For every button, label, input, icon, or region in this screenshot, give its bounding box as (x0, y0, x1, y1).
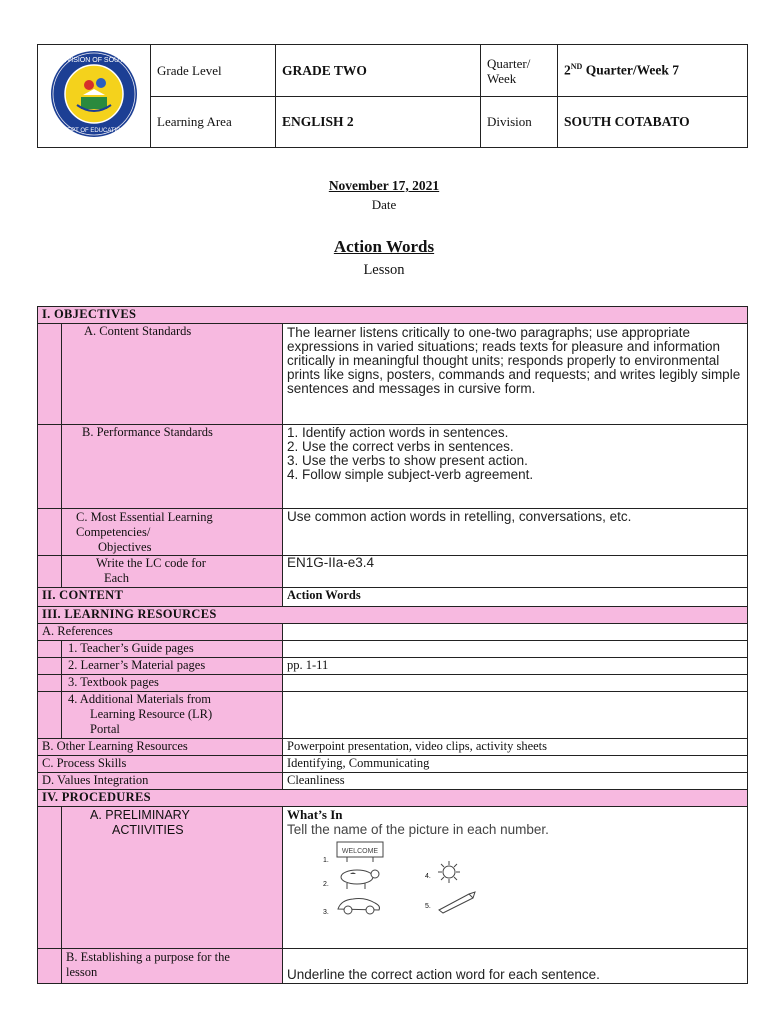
other-resources-value: Powerpoint presentation, video clips, activity sheets (283, 739, 748, 756)
textbook-label: 3. Textbook pages (62, 675, 283, 692)
list-item: 3. Use the verbs to show present action. (287, 453, 528, 468)
lc-code-value: EN1G-IIa-e3.4 (283, 556, 748, 588)
additional-materials-label (62, 692, 283, 739)
picture-number: 2. (323, 880, 329, 888)
svg-text:DEPT OF EDUCATION: DEPT OF EDUCATION (62, 128, 126, 134)
whats-in-cell (283, 807, 748, 949)
learners-material-value: pp. 1-11 (283, 658, 748, 675)
quarter-value (558, 45, 748, 97)
lesson-title: Action Words (333, 237, 435, 256)
performance-standards-label: B. Performance Standards (62, 425, 283, 509)
lc-code-label-line2: Each (104, 571, 129, 585)
content-standards-text: The learner listens critically to one-two paragraphs; use appropriate expressions in varied situations; reads texts for pleasure and information critically in meaningful thought units; responds properly to environmental prints like signs, posters, commands and requests; and writes legibly simple sentences and messages in cursive form. (283, 324, 748, 425)
car-icon (335, 894, 383, 916)
pen-icon (435, 888, 479, 914)
picture-grid (287, 838, 743, 948)
learning-area-label: Learning Area (151, 97, 276, 148)
teachers-guide-label: 1. Teacher’s Guide pages (62, 641, 283, 658)
quarter-label-line2: Week (487, 70, 517, 86)
indent-cell (38, 509, 62, 556)
list-item: 1. Identify action words in sentences. (287, 425, 509, 440)
lc-code-label-line1: Write the LC code for (96, 556, 206, 570)
textbook-value (283, 675, 748, 692)
learning-area-value: ENGLISH 2 (276, 97, 481, 148)
additional-materials-value (283, 692, 748, 739)
melc-label (62, 509, 283, 556)
indent-cell (38, 658, 62, 675)
references-label: A. References (38, 624, 283, 641)
indent-cell (38, 675, 62, 692)
preliminary-label-line1: A. PRELIMINARY (90, 808, 190, 822)
logo-cell (38, 45, 151, 148)
values-integration-label: D. Values Integration (38, 773, 283, 790)
list-item: 2. Use the correct verbs in sentences. (287, 439, 514, 454)
preliminary-label-line2: ACTIIVITIES (112, 823, 184, 837)
date-label: Date (371, 197, 397, 212)
grade-level-label: Grade Level (151, 45, 276, 97)
grade-level-value: GRADE TWO (276, 45, 481, 97)
quarter-label (481, 45, 558, 97)
preliminary-activities-label (62, 807, 283, 949)
melc-label-line1: C. Most Essential Learning (76, 510, 213, 524)
content-value: Action Words (283, 588, 748, 607)
division-label: Division (481, 97, 558, 148)
division-value: SOUTH COTABATO (558, 97, 748, 148)
establishing-label-line2: lesson (66, 964, 98, 979)
header-table (37, 44, 748, 148)
objectives-heading: I. OBJECTIVES (38, 307, 748, 324)
lesson-label: Lesson (363, 262, 405, 278)
establishing-label-line1: B. Establishing a purpose for the (66, 949, 230, 964)
additional-label-line1: 4. Additional Materials from (68, 692, 212, 706)
sun-icon (435, 860, 463, 884)
picture-number: 3. (323, 908, 329, 916)
references-value (283, 624, 748, 641)
content-heading: II. CONTENT (38, 588, 283, 607)
indent-cell (38, 425, 62, 509)
picture-number: 1. (323, 856, 329, 864)
melc-text: Use common action words in retelling, conversations, etc. (283, 509, 748, 556)
indent-cell (38, 556, 62, 588)
additional-label-line3: Portal (90, 722, 120, 736)
lc-code-label (62, 556, 283, 588)
resources-heading: III. LEARNING RESOURCES (38, 607, 748, 624)
procedures-heading: IV. PROCEDURES (38, 790, 748, 807)
list-item: 4. Follow simple subject-verb agreement. (287, 467, 534, 482)
indent-cell (38, 807, 62, 949)
welcome-sign-text: WELCOME (341, 847, 379, 855)
indent-cell (38, 641, 62, 658)
indent-cell (38, 948, 62, 983)
additional-label-line2: Learning Resource (LR) (90, 707, 213, 721)
quarter-rest: Quarter/Week 7 (582, 62, 680, 78)
lesson-plan-table (37, 306, 748, 984)
division-seal-logo (49, 49, 139, 139)
quarter-number: 2 (564, 62, 571, 78)
welcome-sign-icon (335, 840, 385, 862)
svg-text:DIVISION OF SOUTH: DIVISION OF SOUTH (59, 57, 129, 64)
quarter-label-line1: Quarter/ (487, 55, 531, 71)
picture-number: 4. (425, 872, 431, 880)
picture-number: 5. (425, 902, 431, 910)
teachers-guide-value (283, 641, 748, 658)
values-integration-value: Cleanliness (283, 773, 748, 790)
indent-cell (38, 324, 62, 425)
other-resources-label: B. Other Learning Resources (38, 739, 283, 756)
process-skills-label: C. Process Skills (38, 756, 283, 773)
learners-material-label: 2. Learner’s Material pages (62, 658, 283, 675)
whats-in-heading: What’s In (287, 807, 343, 822)
establishing-purpose-label (62, 948, 283, 983)
content-standards-label: A. Content Standards (62, 324, 283, 425)
establishing-purpose-text: Underline the correct action word for each sentence. (283, 948, 748, 983)
melc-label-line2: Competencies/ (76, 525, 151, 539)
quarter-sup: ND (570, 62, 583, 72)
whats-in-instruction: Tell the name of the picture in each number. (287, 822, 549, 837)
performance-standards-list (283, 425, 748, 509)
indent-cell (38, 692, 62, 739)
process-skills-value: Identifying, Communicating (283, 756, 748, 773)
melc-label-line3: Objectives (98, 540, 152, 554)
date-value: November 17, 2021 (328, 178, 440, 193)
cow-icon (335, 866, 383, 890)
